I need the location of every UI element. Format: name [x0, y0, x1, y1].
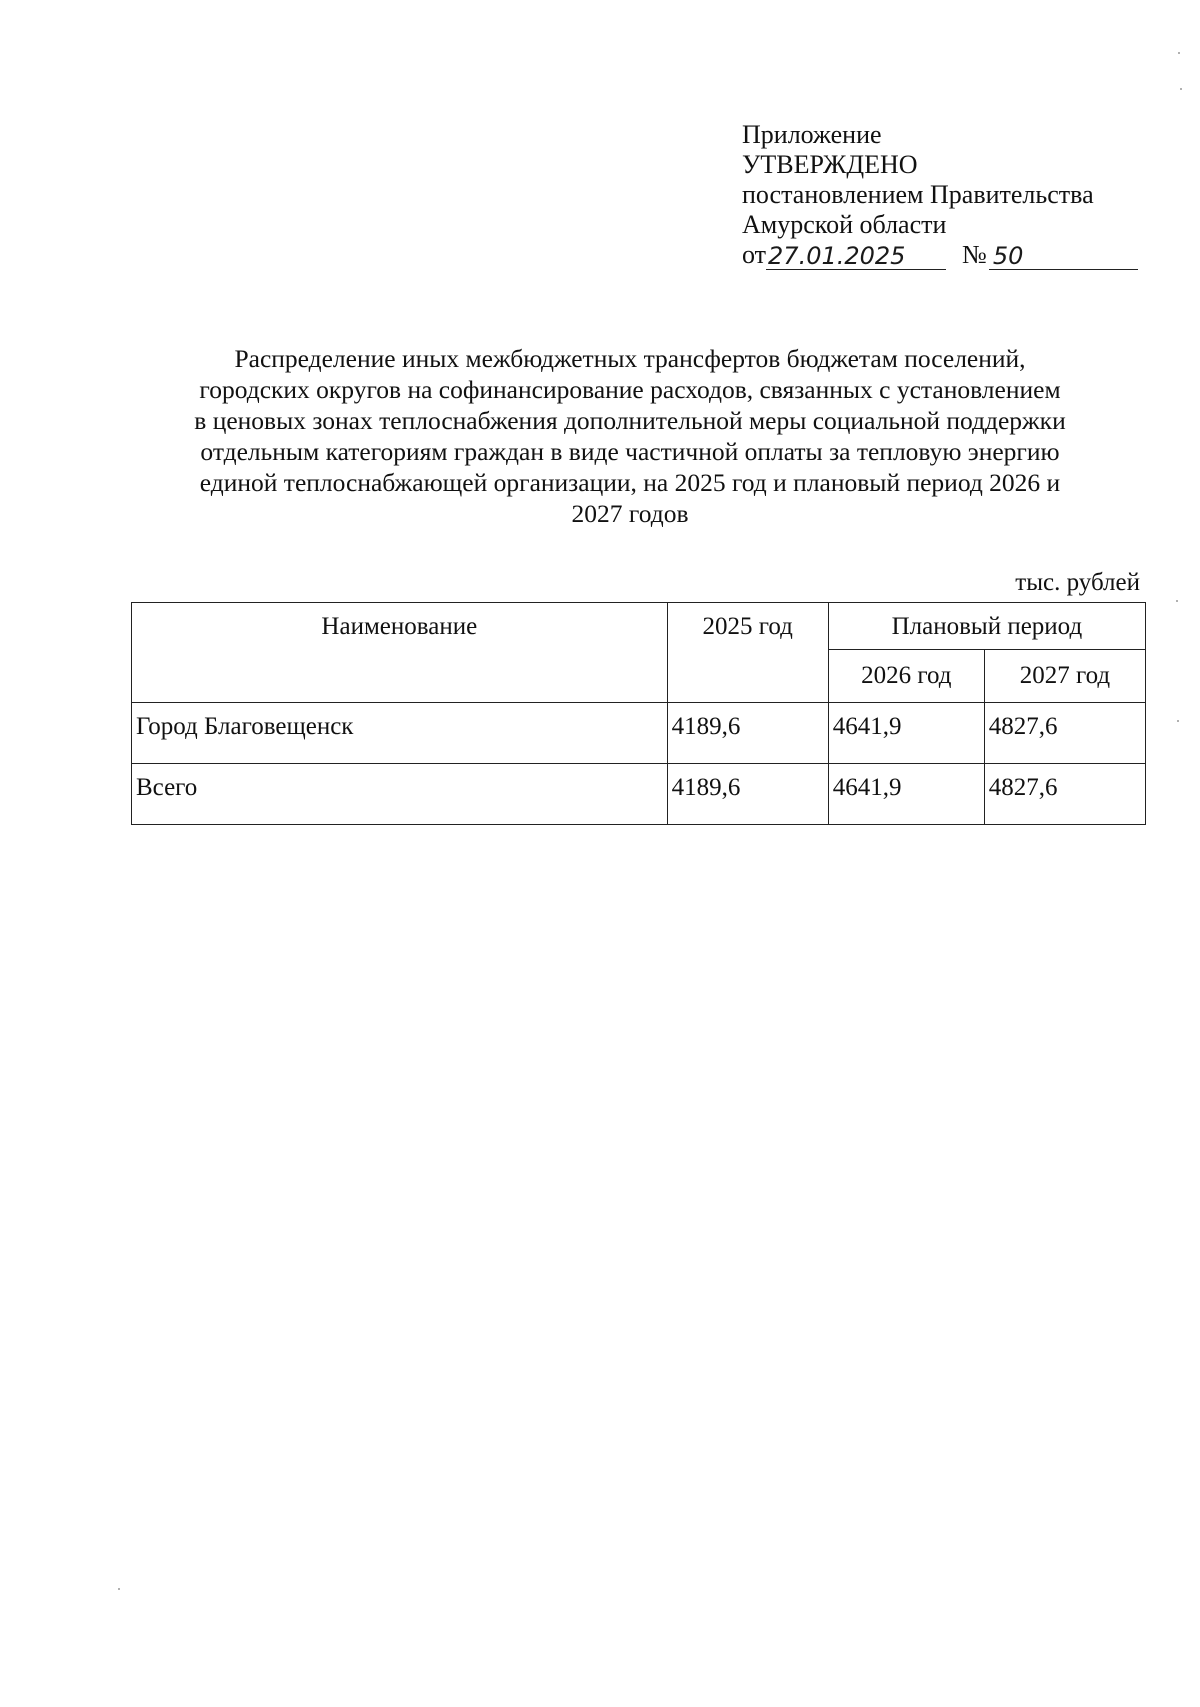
scan-speck	[1176, 600, 1178, 602]
scan-speck	[118, 1588, 120, 1590]
title-line: отдельным категориям граждан в виде частичной оплаты за тепловую энергию	[200, 437, 1060, 466]
table-row	[132, 703, 1146, 764]
annex-label: Приложение	[742, 120, 882, 149]
region-label: Амурской области	[742, 210, 947, 239]
date-prefix: от	[742, 240, 767, 269]
title-line: городских округов на софинансирование расходов, связанных с установлением	[199, 375, 1061, 404]
title-line: единой теплоснабжающей организации, на 2025 год и плановый период 2026 и	[199, 468, 1061, 497]
title-line: в ценовых зонах теплоснабжения дополнительной меры социальной поддержки	[194, 406, 1066, 435]
cell-2026: 4641,9	[828, 703, 984, 764]
header-name: Наименование	[132, 603, 668, 703]
header-2027: 2027 год	[984, 650, 1145, 703]
date-number-line	[742, 240, 1162, 270]
number-prefix: №	[962, 240, 987, 269]
cell-2026: 4641,9	[828, 764, 984, 825]
handwritten-date: 27.01.2025	[766, 243, 946, 270]
header-2026: 2026 год	[828, 650, 984, 703]
cell-2027: 4827,6	[984, 764, 1145, 825]
table-header-row	[132, 603, 1146, 650]
distribution-table	[131, 602, 1146, 825]
unit-label: тыс. рублей	[1015, 569, 1140, 596]
cell-2025: 4189,6	[667, 764, 828, 825]
header-planned-period: Плановый период	[828, 603, 1145, 650]
cell-2027: 4827,6	[984, 703, 1145, 764]
handwritten-number: 50	[989, 243, 1138, 270]
scan-speck	[1178, 52, 1180, 54]
resolution-label: постановлением Правительства	[742, 180, 1094, 209]
cell-2025: 4189,6	[667, 703, 828, 764]
cell-name: Всего	[132, 764, 668, 825]
approved-label: УТВЕРЖДЕНО	[742, 150, 918, 179]
title-line: 2027 годов	[571, 499, 689, 528]
header-2025: 2025 год	[667, 603, 828, 703]
title-line: Распределение иных межбюджетных трансфертов бюджетам поселений,	[234, 344, 1026, 373]
document-title	[130, 343, 1130, 529]
scan-speck	[1177, 720, 1179, 722]
scan-speck	[1180, 88, 1182, 90]
table-row-total	[132, 764, 1146, 825]
cell-name: Город Благовещенск	[132, 703, 668, 764]
approval-block	[742, 120, 1162, 270]
